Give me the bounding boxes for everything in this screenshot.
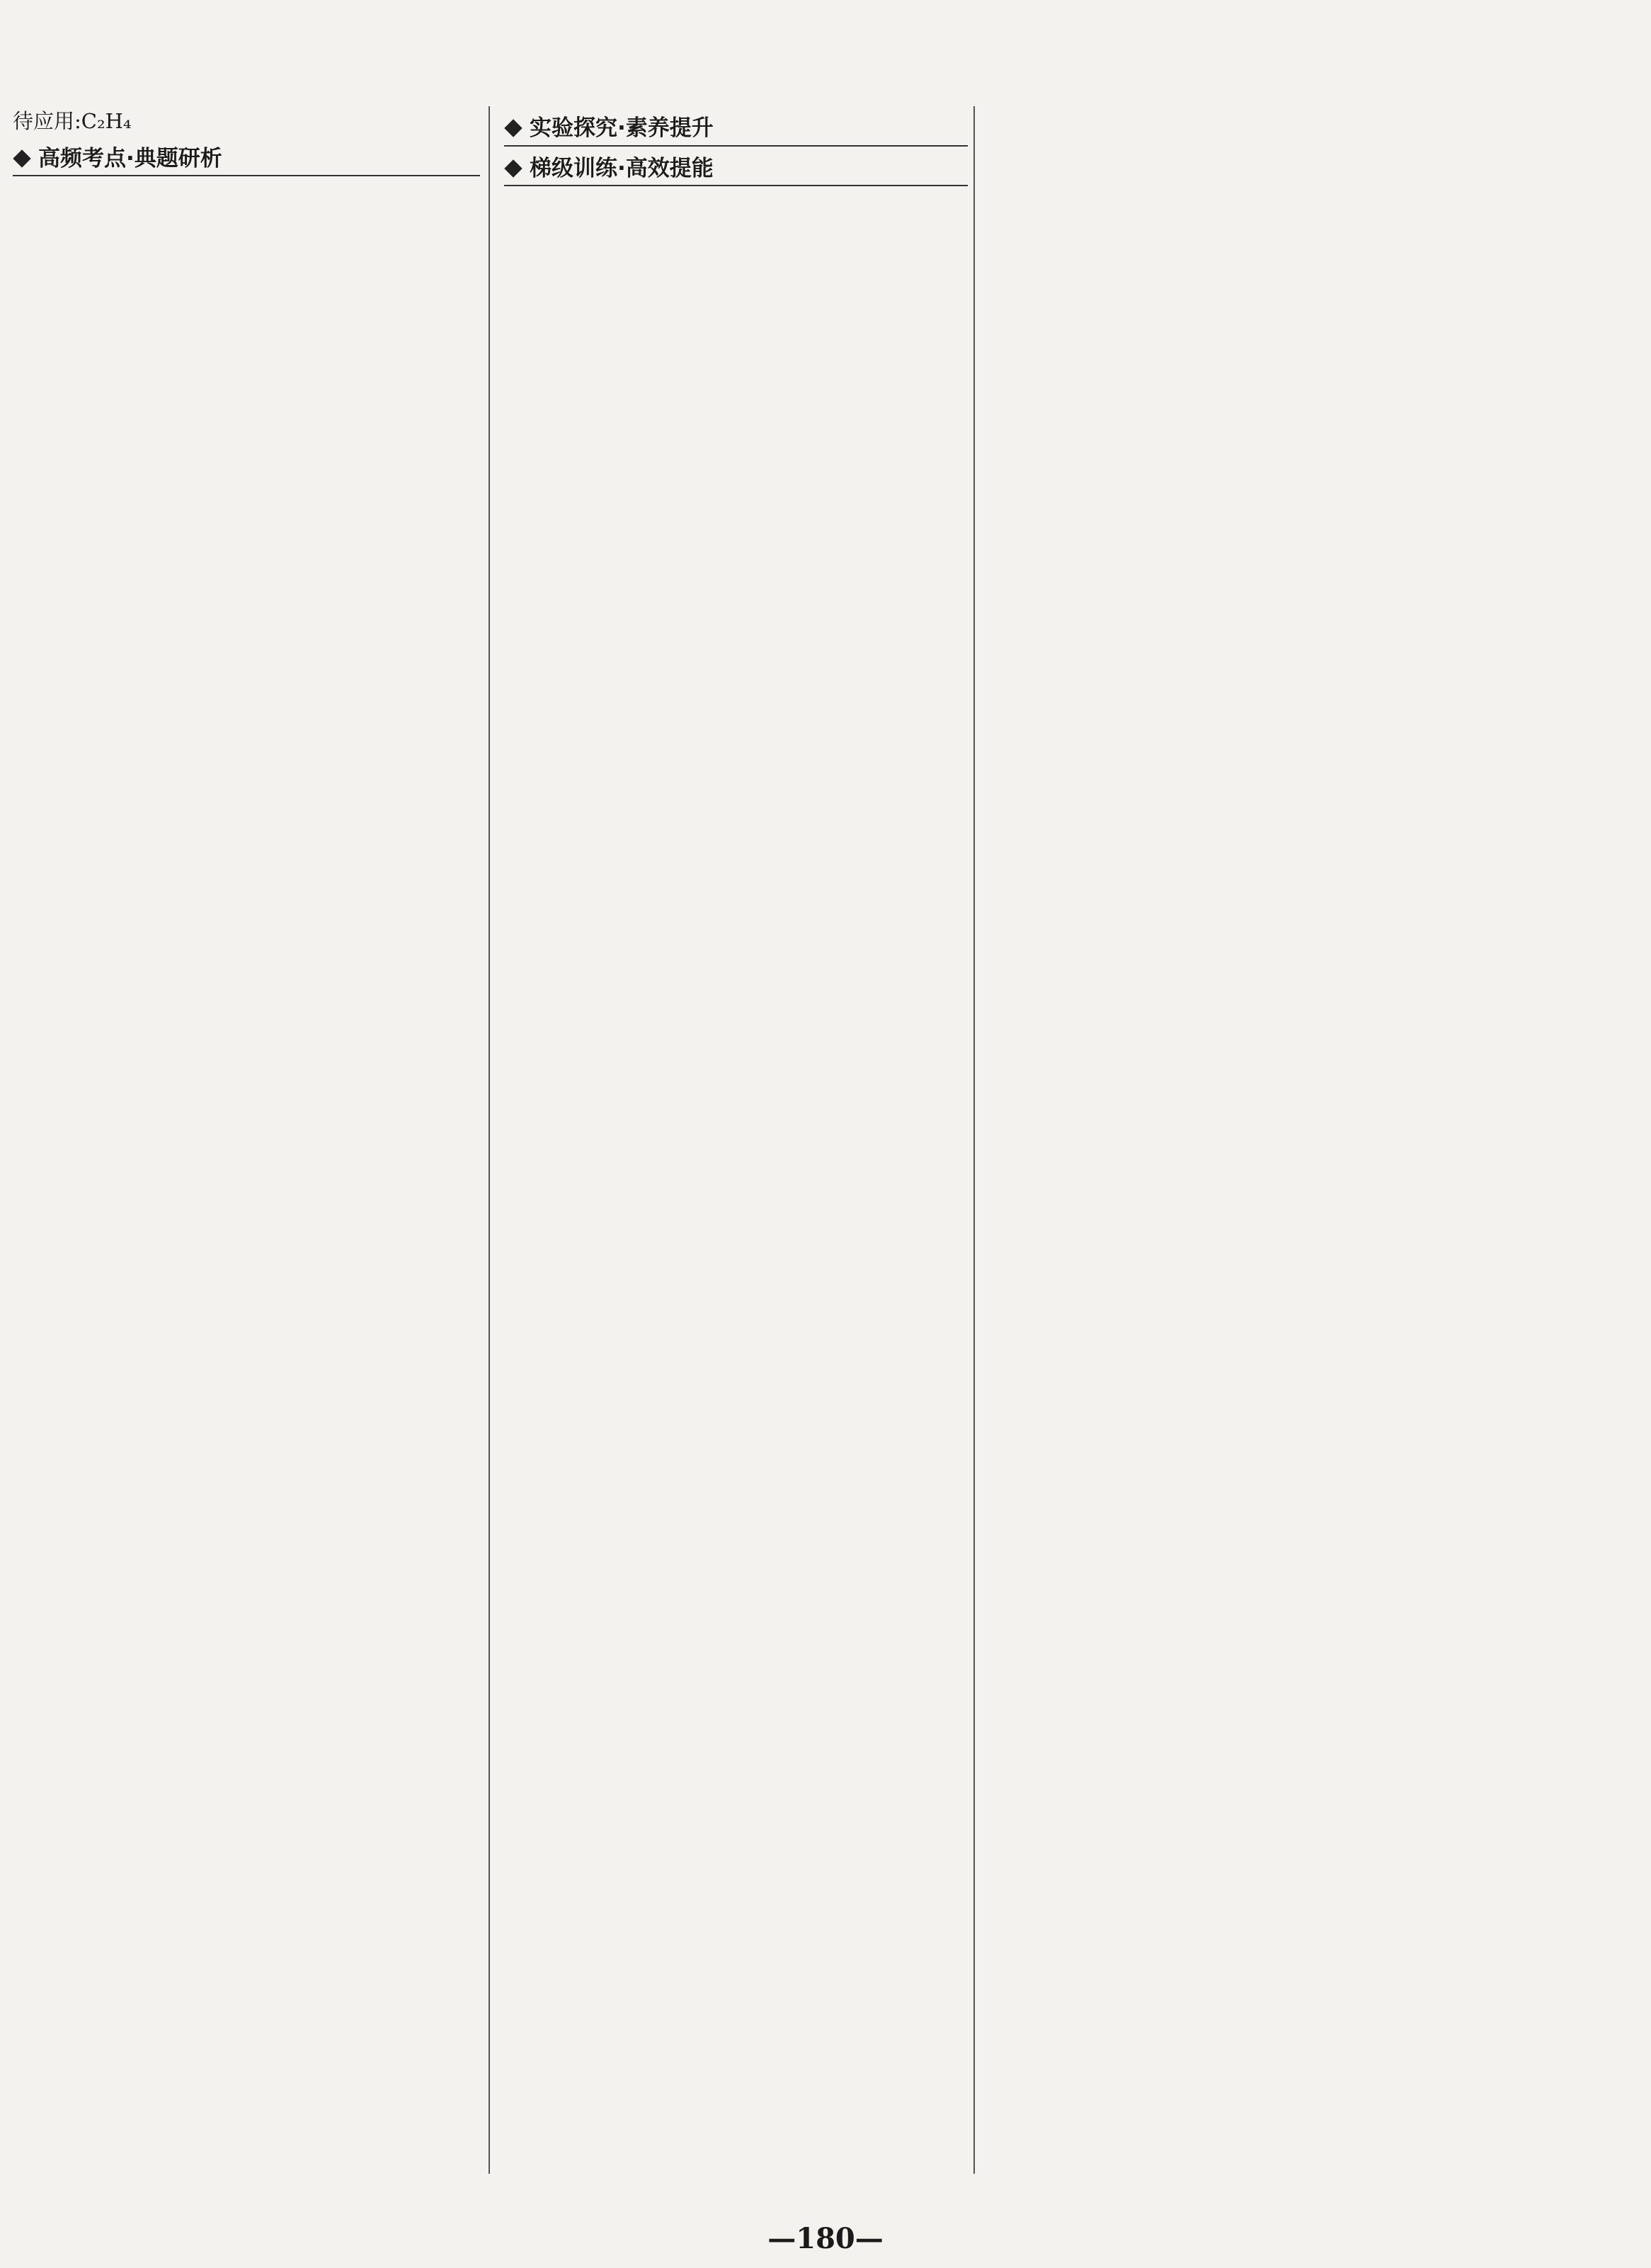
section-heading-text: 梯级训练·高效提能 xyxy=(530,155,714,181)
column-right xyxy=(981,106,1441,2174)
column-left xyxy=(13,106,480,2174)
text-line: 待应用:C₂H₄ xyxy=(13,109,132,133)
text-block xyxy=(13,106,480,137)
column-middle xyxy=(504,106,968,2174)
section-heading-hf xyxy=(13,144,480,177)
column-divider xyxy=(489,106,490,2174)
section-heading-text: 高频考点·典题研析 xyxy=(38,145,222,171)
diamond-icon xyxy=(13,149,30,167)
diamond-icon xyxy=(504,159,522,177)
section-heading-text: 实验探究·素养提升 xyxy=(530,115,714,141)
column-divider xyxy=(973,106,975,2174)
diamond-icon xyxy=(504,119,522,137)
section-heading-exp xyxy=(504,113,968,147)
section-heading-train xyxy=(504,154,968,187)
page-number: —180— xyxy=(767,2222,884,2255)
